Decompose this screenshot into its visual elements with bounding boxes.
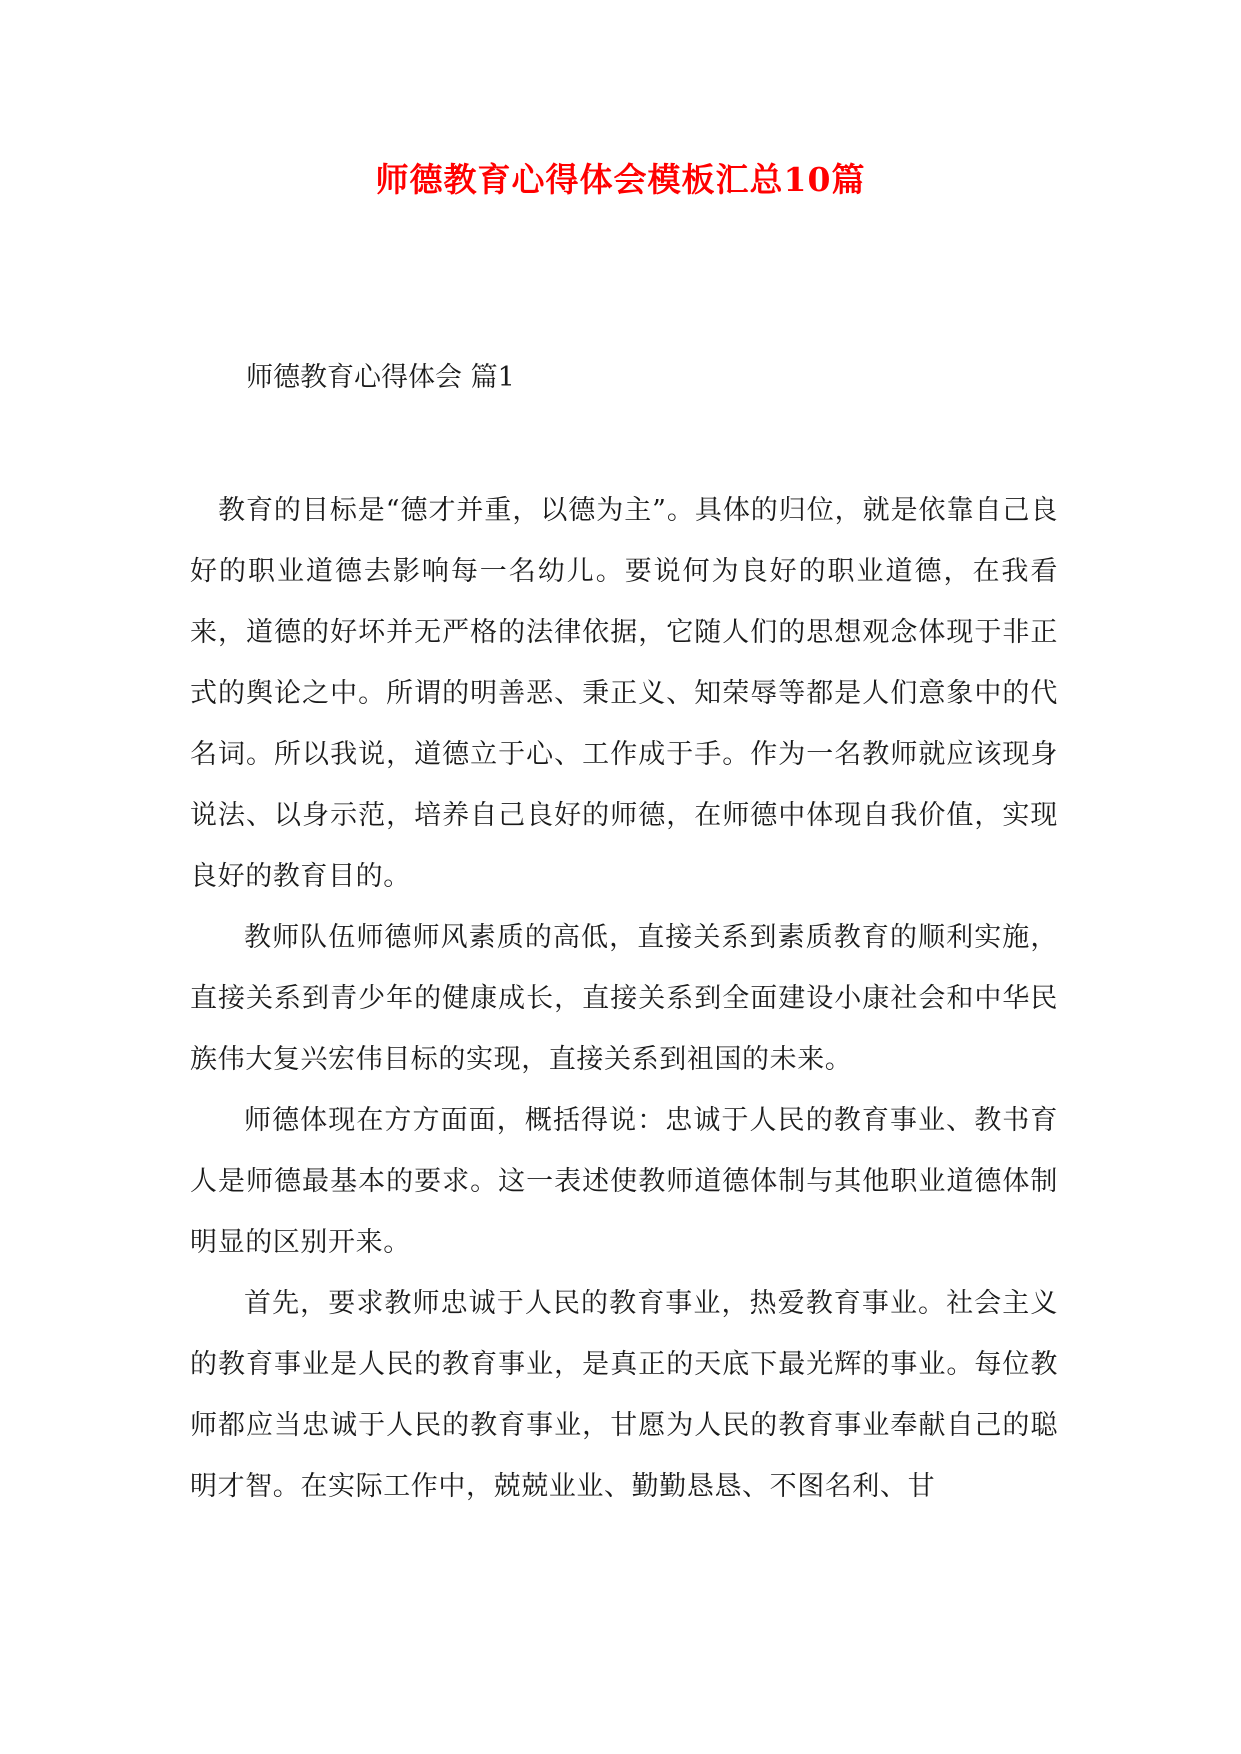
document-title: 师德教育心得体会模板汇总10篇 xyxy=(375,160,866,199)
paragraph: 教育的目标是“德才并重，以德为主”。具体的归位，就是依靠自己良好的职业道德去影响每一名幼儿。要说何为良好的职业道德，在我看来，道德的好坏并无严格的法律依据，它随人们的思想观念体现于非正式的舆论之中。所谓的明善恶、秉正义、知荣辱等都是人们意象中的代名词。所以我说，道德立于心、工作成于手。作为一名教师就应该现身说法、以身示范，培养自己良好的师德，在师德中体现自我价值，实现良好的教育目的。 xyxy=(190,495,1058,892)
document-body xyxy=(190,480,1058,1517)
paragraph: 教师队伍师德师风素质的高低，直接关系到素质教育的顺利实施，直接关系到青少年的健康成长，直接关系到全面建设小康社会和中华民族伟大复兴宏伟目标的实现，直接关系到祖国的未来。 xyxy=(190,922,1058,1075)
paragraph: 师德体现在方方面面，概括得说：忠诚于人民的教育事业、教书育人是师德最基本的要求。这一表述使教师道德体制与其他职业道德体制明显的区别开来。 xyxy=(190,1105,1058,1258)
section-heading: 师德教育心得体会 篇1 xyxy=(246,362,515,393)
paragraph: 首先，要求教师忠诚于人民的教育事业，热爱教育事业。社会主义的教育事业是人民的教育事业，是真正的天底下最光辉的事业。每位教师都应当忠诚于人民的教育事业，甘愿为人民的教育事业奉献自己的聪明才智。在实际工作中，兢兢业业、勤勤恳恳、不图名利、甘 xyxy=(190,1288,1058,1502)
